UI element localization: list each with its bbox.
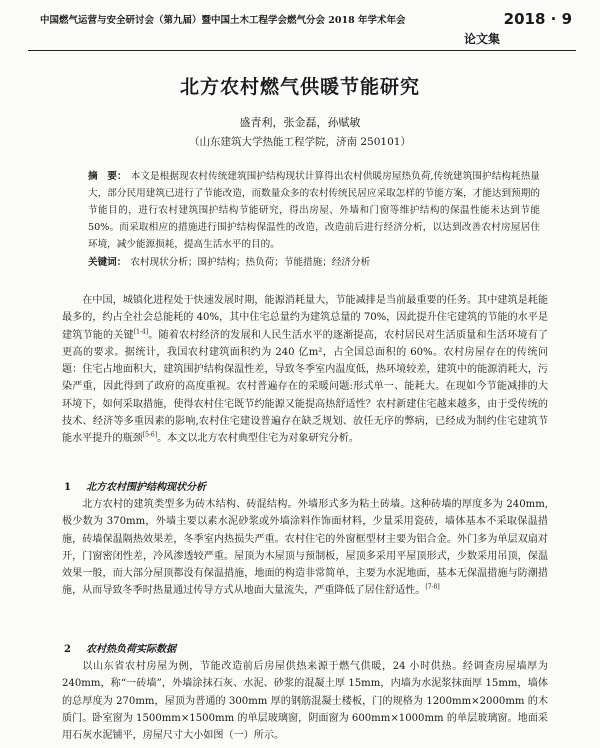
paper-affiliation: （山东建筑大学热能工程学院，济南 250101） — [189, 136, 411, 148]
section-1-heading — [64, 478, 206, 493]
section-1-citation: [7-8] — [425, 584, 440, 592]
section-2-number: 2 — [64, 644, 71, 655]
abstract — [88, 168, 540, 253]
intro-paragraph — [62, 292, 548, 448]
section-2-title: 农村热负荷实际数据 — [86, 644, 176, 655]
paper-title: 北方农村燃气供暖节能研究 — [179, 76, 420, 98]
keywords — [88, 254, 540, 271]
section-1-title: 北方农村围护结构现状分析 — [86, 482, 206, 493]
section-1-text: 北方农村的建筑类型多为砖木结构、砖混结构。外墙形式多为粘土砖墙。这种砖墙的厚度多为 240mm,极少数为 370mm，外墙主要以素水泥砂浆或外墙涂料作饰面材料，少量采用瓷砖，墙体基本不采取保温措施，砖墙保温隔热效果差，冬季室内热损失严重。农村住宅的外窗框型材主要为铝合金。外门多为单层双扇对开，门窗密闭性差，冷风渗透较严重。屋顶为木屋顶与预制板，屋顶多采用平屋顶形式，少数采用吊顶，保温效果一般，而大部分屋顶都没有保温措施，地面的构造非常简单，主要为水泥地面，基本无保温措施与防潮措施，从而导致冬季时热量通过传导方式从地面大量流失，严重降低了居住舒适性。 — [62, 499, 548, 597]
abstract-label: 摘 要： — [88, 171, 127, 182]
section-2-heading — [64, 640, 176, 655]
header-subtitle: 论文集 — [463, 32, 500, 46]
abstract-text: 本文是根据现农村传统建筑围护结构现状计算得出农村供暖房屋热负荷,传统建筑围护结构耗热量大，部分民用建筑已进行了节能改造，而数量众多的农村传统民居应采取怎样的节能方案，才能达到预期的节能目的，进行农村建筑围护结构节能研究，得出房屋、外墙和门窗等维护结构的保温性能未达到节能 50%。而采取相应的措施进行围护结构保温性的改造，改造前后进行经济分析，以达到改善农村房屋居住环境，减少能源损耗，提高生活水平的目的。 — [88, 171, 540, 250]
intro-text-c: 。本文以北方农村典型住宅为对象研究分析。 — [157, 433, 359, 445]
keywords-text: 农村现状分析；围护结构；热负荷；节能措施；经济分析 — [130, 257, 371, 268]
section-2-paragraph: 以山东省农村房屋为例，节能改造前后房屋供热来源于燃气供暖，24 小时供热。经调查房屋墙厚为 240mm，称“一砖墙”，外墙涂抹石灰、水泥、砂浆的混凝土厚 15mm，内墙为水泥浆抹面厚 15mm，墙体的总厚度为 270mm，屋顶为普通的 300mm 厚的钢筋混凝土楼板，门的规格为 1200mm×2000mm 的木质门。卧室窗为 1500mm×1500mm 的单层玻璃窗，阴面窗为 600mm×1000mm 的单层玻璃窗。地面采用石灰水泥铺平，房屋尺寸大小如图（一）所示。 — [62, 661, 548, 742]
paper-authors: 盛青利，张金磊，孙赋敏 — [239, 116, 361, 129]
intro-text-a: 在中国，城镇化进程处于快速发展时期，能源消耗量大，节能减排是当前最重要的任务。其中建筑是耗能最多的，约占全社会总能耗的 40%，其中住宅总量约为建筑总量的 70%，因此提升住宅建筑的节能的水平是建筑节能的关键 — [62, 295, 548, 341]
intro-text-b: 。随着农村经济的发展和人民生活水平的逐渐提高，农村居民对生活质量和生活环境有了更高的要求。据统计，我国农村建筑面积约为 240 亿m²，占全国总面积的 60%。农村房屋存在的传统问题：住宅占地面积大，建筑围护结构保温性差，导致冬季室内温度低，热环境较差，建筑中的能源消耗大，污染严重，因此得到了政府的高度重视。农村普遍存在的采暖问题:形式单一、能耗大。在现如今节能减排的大环境下，如何采取措施，使得农村住宅既节约能源又能提高热舒适性？农村新建住宅越来越多，由于受传统的技术、经济等多重因素的影响,农村住宅建设普遍存在缺乏规划、放任无序的弊病，已经成为制约住宅建筑节能水平提升的瓶颈 — [62, 329, 549, 445]
intro-citation-2: [5-6] — [142, 432, 158, 440]
section-1-number: 1 — [64, 482, 71, 493]
header-year: 2018 · 9 — [503, 10, 572, 28]
header-divider — [28, 50, 576, 51]
intro-citation-1: [1-4] — [133, 328, 149, 336]
keywords-label: 关键词： — [88, 257, 127, 268]
section-1-paragraph — [62, 496, 548, 600]
conference-header: 中国燃气运营与安全研讨会（第九届）暨中国土木工程学会燃气分会 2018 年学术年会 — [40, 15, 406, 26]
